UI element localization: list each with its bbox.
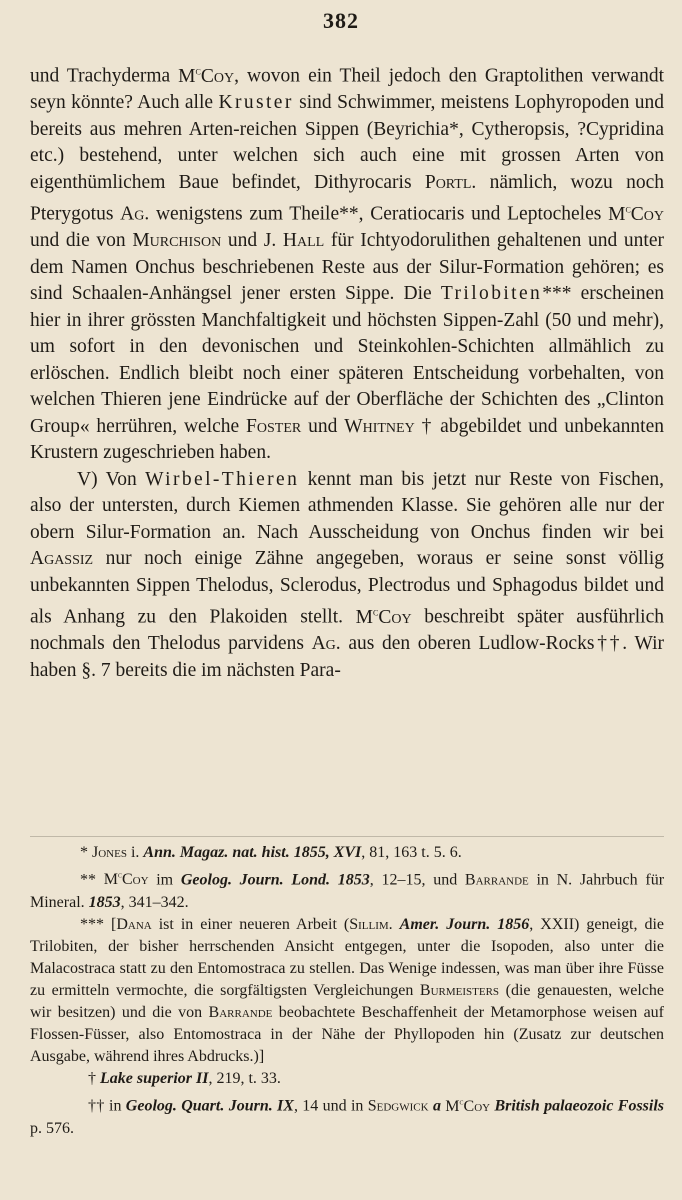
- author-agassiz: Agassiz: [30, 548, 94, 569]
- author-agassiz: Ag.: [120, 203, 150, 225]
- main-text: [30, 58, 664, 684]
- author-whitney: Whitney: [344, 415, 415, 437]
- footnote-4: † Lake superior II, 219, t. 33.: [88, 1070, 281, 1088]
- emphasis-wirbel-thieren: Wirbel-Thieren: [145, 468, 300, 490]
- text-run: für Ichtyodorulithen gehaltenen und unter dem Namen Onchus beschriebenen Reste aus der Silur-Formation gehören; es sind Schaalen-Anhängsel jener ersten Sippe. Die: [30, 230, 664, 304]
- page-number: 382: [323, 8, 359, 33]
- author-foster: Foster: [246, 415, 302, 437]
- text-run: nur noch einige Zähne angegeben, woraus er seine sonst völlig unbekannten Sippen Thelodus, Sclerodus, Plectrodus und Sphagodus bildet und als Anhang zu den Plakoiden stellt.: [30, 548, 664, 628]
- emphasis-kruster: Kruster: [218, 92, 294, 113]
- author-agassiz: Ag.: [311, 633, 341, 654]
- text-run: und die von: [30, 230, 133, 251]
- text-run: *** erscheinen hier in ihrer grössten Manchfaltigkeit und höchsten Sippen-Zahl (50 und mehr), um sofort in den devonischen und Steinkohlen-Schichten allmählich zu erlöschen. Endlich bleibt noch einer späteren Entscheidung vorbehalten, von welchen Thieren jene Eindrücke auf der Oberfläche der Schichten des „Clinton Group« herrühren, welche: [30, 283, 664, 437]
- footnote-2: ** $M^cCoy$ im Geolog. Journ. Lond. 1853, 12–15, und Barrande in N. Jahrbuch für Mineral. 1853, 341–342.: [30, 870, 665, 911]
- paragraph-2: [30, 467, 664, 685]
- footnote-divider: [30, 836, 664, 837]
- text-run: und: [301, 415, 345, 437]
- author-mccoy: $M^cCoy$: [608, 203, 665, 225]
- text-run: wenigstens zum Theile**, Ceratiocaris und Leptocheles: [149, 203, 609, 225]
- footnote-1: * Jones i. Ann. Magaz. nat. hist. 1855, XVI, 81, 163 t. 5. 6.: [80, 844, 462, 861]
- text-run: , wovon ein Theil jedoch den Graptolithen verwandt seyn könnte? Auch alle: [30, 65, 664, 113]
- text-run: † abgebildet und unbekannten Krustern zugeschrieben haben.: [30, 415, 664, 463]
- text-run: V) Von: [77, 468, 146, 490]
- footnote-3: *** [Dana ist in einer neueren Arbeit (Sillim. Amer. Journ. 1856, XXII) geneigt, die Trilobiten, der bisher herrschenden Ansicht entgegen, unter die Isopoden, also unter die Malacostraca statt zu den Entomostraca zu stellen. Das Wenige indessen, was man über ihre Füsse zu ermitteln vermochte, die sorgfältigsten Vergleichungen Burmeisters (die genauesten, welche wir besitzen) und die von Barrande beobachtete Beschaffenheit der Metamorphose weisen auf Flossen-Füsser, also Entomostraca in der Nähe der Phyllopoden hin (Zusatz zur deutschen Ausgabe, während ihres Abdrucks.)]: [30, 915, 665, 1066]
- paragraph-1: [30, 58, 664, 467]
- text-run: und Trachyderma: [30, 65, 179, 87]
- text-run: aus den oberen Ludlow-Rocks††. Wir haben §. 7 bereits die im nächsten Para-: [30, 633, 664, 681]
- emphasis-trilobiten: Trilobiten: [440, 283, 543, 304]
- text-run: nämlich, wozu noch Pterygotus: [30, 171, 664, 225]
- footnote-5: †† in Geolog. Quart. Journ. IX, 14 und in Sedgwick a $M^cCoy$ British palaeozoic Fossils p. 576.: [30, 1096, 665, 1137]
- text-run: und: [221, 230, 264, 251]
- text-run: kennt man bis jetzt nur Reste von Fischen, also der untersten, durch Kiemen athmenden Klasse. Sie gehören alle nur der obern Silur-Formation an. Nach Ausscheidung von Onchus finden wir bei: [30, 468, 664, 543]
- author-mccoy: $M^cCoy$: [355, 606, 412, 628]
- text-run: sind Schwimmer, meistens Lophyropoden und bereits aus mehren Arten-reichen Sippen (Beyrichia*, Cytheropsis, ?Cypridina etc.) bestehend, unter welchen sich auch eine mit grossen Arten von eigenthümlichem Baue befindet, Dithyrocaris: [30, 92, 664, 193]
- author-murchison: Murchison: [132, 230, 222, 251]
- author-portlock: Portl.: [424, 171, 477, 193]
- author-mccoy: $M^cCoy$: [178, 65, 235, 87]
- footnotes: [30, 842, 664, 1140]
- author-hall: J. Hall: [263, 230, 325, 251]
- text-run: beschreibt später ausführlich nochmals den Thelodus parvidens: [30, 606, 664, 654]
